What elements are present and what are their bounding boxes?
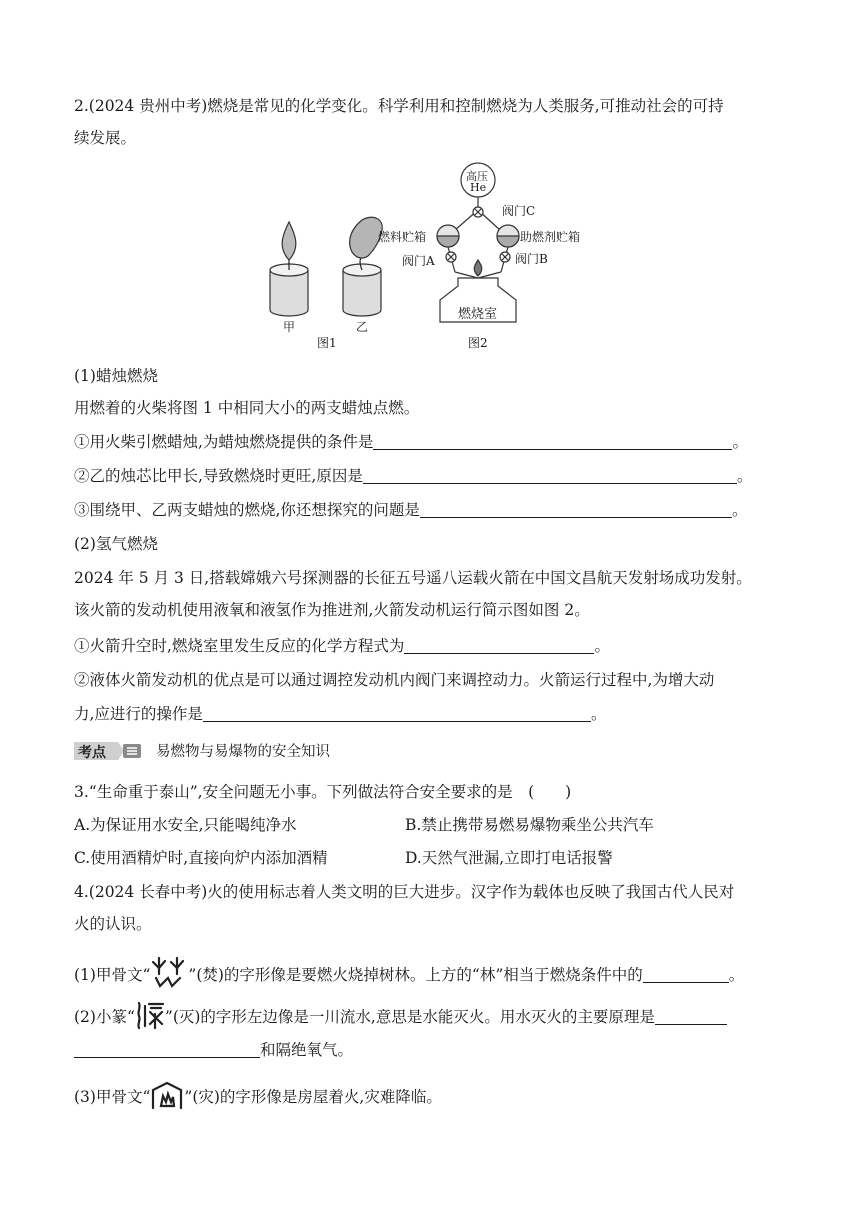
q3-option-c[interactable]: C.使用酒精炉时,直接向炉内添加酒精 [74,849,328,867]
q2-part1-q2 [74,466,752,486]
answer-blank[interactable] [420,501,732,518]
q4-part2-post: ”(灭)的字形左边像是一川流水,意思是水能灭火。用水灭火的主要原理是 [164,1008,655,1026]
answer-blank[interactable] [373,433,732,450]
oracle-zai-glyph-icon [150,1080,184,1110]
he-label-bottom: He [470,181,487,194]
q4-part3-post: ”(灾)的字形像是房屋着火,灾难降临。 [184,1088,442,1106]
fig2-caption: 图2 [468,336,488,350]
q2-part2-stem2: 该火箭的发动机使用液氧和液氢作为推进剂,火箭发动机运行简示图如图 2。 [74,601,590,619]
fig1-caption: 图1 [317,336,337,350]
q2-part1-q1-text: ①用火柴引燃蜡烛,为蜡烛燃烧提供的条件是 [74,433,374,451]
q4-stem-line2: 火的认识。 [74,915,152,933]
q4-part3-pre: (3)甲骨文“ [74,1088,151,1106]
q2-part1-q2-text: ②乙的烛芯比甲长,导致燃烧时更旺,原因是 [74,467,363,485]
q2-part1-q3-text: ③围绕甲、乙两支蜡烛的燃烧,你还想探究的问题是 [74,501,420,519]
period: 。 [590,705,607,723]
oxidizer-tank-label: 助燃剂贮箱 [520,230,581,244]
q2-part1-stem: 用燃着的火柴将图 1 中相同大小的两支蜡烛点燃。 [74,399,420,417]
period: 。 [732,433,748,451]
period: 。 [736,467,753,485]
q4-part1-pre: (1)甲骨文“ [74,966,151,984]
answer-blank[interactable] [404,637,594,654]
q3-option-b[interactable]: B.禁止携带易燃易爆物乘坐公共汽车 [405,816,654,834]
seal-mie-glyph-icon [135,1000,165,1030]
q2-intro-line1: 2.(2024 贵州中考)燃烧是常见的化学变化。科学利用和控制燃烧为人类服务,可推动社会的可持 [74,97,724,115]
q4-part1-post: ”(焚)的字形像是要燃火烧掉树林。上方的“林”相当于燃烧条件中的 [188,966,643,984]
fuel-tank-label: 燃料贮箱 [378,230,427,244]
q4-part2-pre: (2)小篆“ [74,1008,135,1026]
q4-part3 [74,1080,442,1110]
he-label-top: 高压 [466,170,488,183]
q4-stem-line1: 4.(2024 长春中考)火的使用标志着人类文明的巨大进步。汉字作为载体也反映了我国古代人民对 [74,883,735,901]
oracle-fen-glyph-icon [150,956,188,988]
period: 。 [731,501,748,519]
q2-part2-q1-text: ①火箭升空时,燃烧室里发生反应的化学方程式为 [74,637,405,655]
valve-b-label: 阀门B [515,252,548,266]
chamber-label: 燃烧室 [458,307,498,322]
answer-blank[interactable] [643,966,729,983]
q3-option-d[interactable]: D.天然气泄漏,立即打电话报警 [405,849,613,867]
q2-part2-stem1: 2024 年 5 月 3 日,搭载嫦娥六号探测器的长征五号遥八运载火箭在中国文昌航天发射场成功发射。 [74,569,752,587]
fig1-label-yi: 乙 [356,320,369,334]
q4-part2-line2 [74,1040,353,1060]
fig1-label-jia: 甲 [283,320,296,334]
q2-part2-q2-line1: ②液体火箭发动机的优点是可以通过调控发动机内阀门来调控动力。火箭运行过程中,为增大动 [74,671,715,689]
q4-part2 [74,1000,727,1030]
period: 。 [594,637,610,655]
q3-stem: 3.“生命重于泰山”,安全问题无小事。下列做法符合安全要求的是 ( ) [74,783,572,801]
answer-blank[interactable] [363,467,737,484]
valve-c-label: 阀门C [502,204,536,218]
q4-part1 [74,956,744,988]
q2-part1-title: (1)蜡烛燃烧 [74,367,158,385]
q2-part2-q2-line2 [74,704,606,724]
valve-a-label: 阀门A [402,254,435,268]
q2-part1-q3 [74,500,747,520]
q3-option-a[interactable]: A.为保证用水安全,只能喝纯净水 [74,816,297,834]
q2-intro-line2: 续发展。 [74,129,137,147]
section-badge-text: 考点 [78,745,106,761]
q2-part1-q1 [74,432,748,452]
candle-yi [343,217,382,316]
q2-part2-q2-text: 力,应进行的操作是 [74,705,203,723]
answer-blank[interactable] [74,1041,260,1058]
answer-blank[interactable] [655,1008,727,1025]
candle-jia [270,222,308,316]
period: 。 [728,966,745,984]
section-title: 易燃物与易爆物的安全知识 [156,744,330,760]
q4-part2-line2-text: 和隔绝氧气。 [260,1041,354,1059]
q2-part2-title: (2)氢气燃烧 [74,535,158,553]
section-badge [74,740,144,762]
answer-blank[interactable] [203,705,591,722]
q2-part2-q1 [74,636,610,656]
